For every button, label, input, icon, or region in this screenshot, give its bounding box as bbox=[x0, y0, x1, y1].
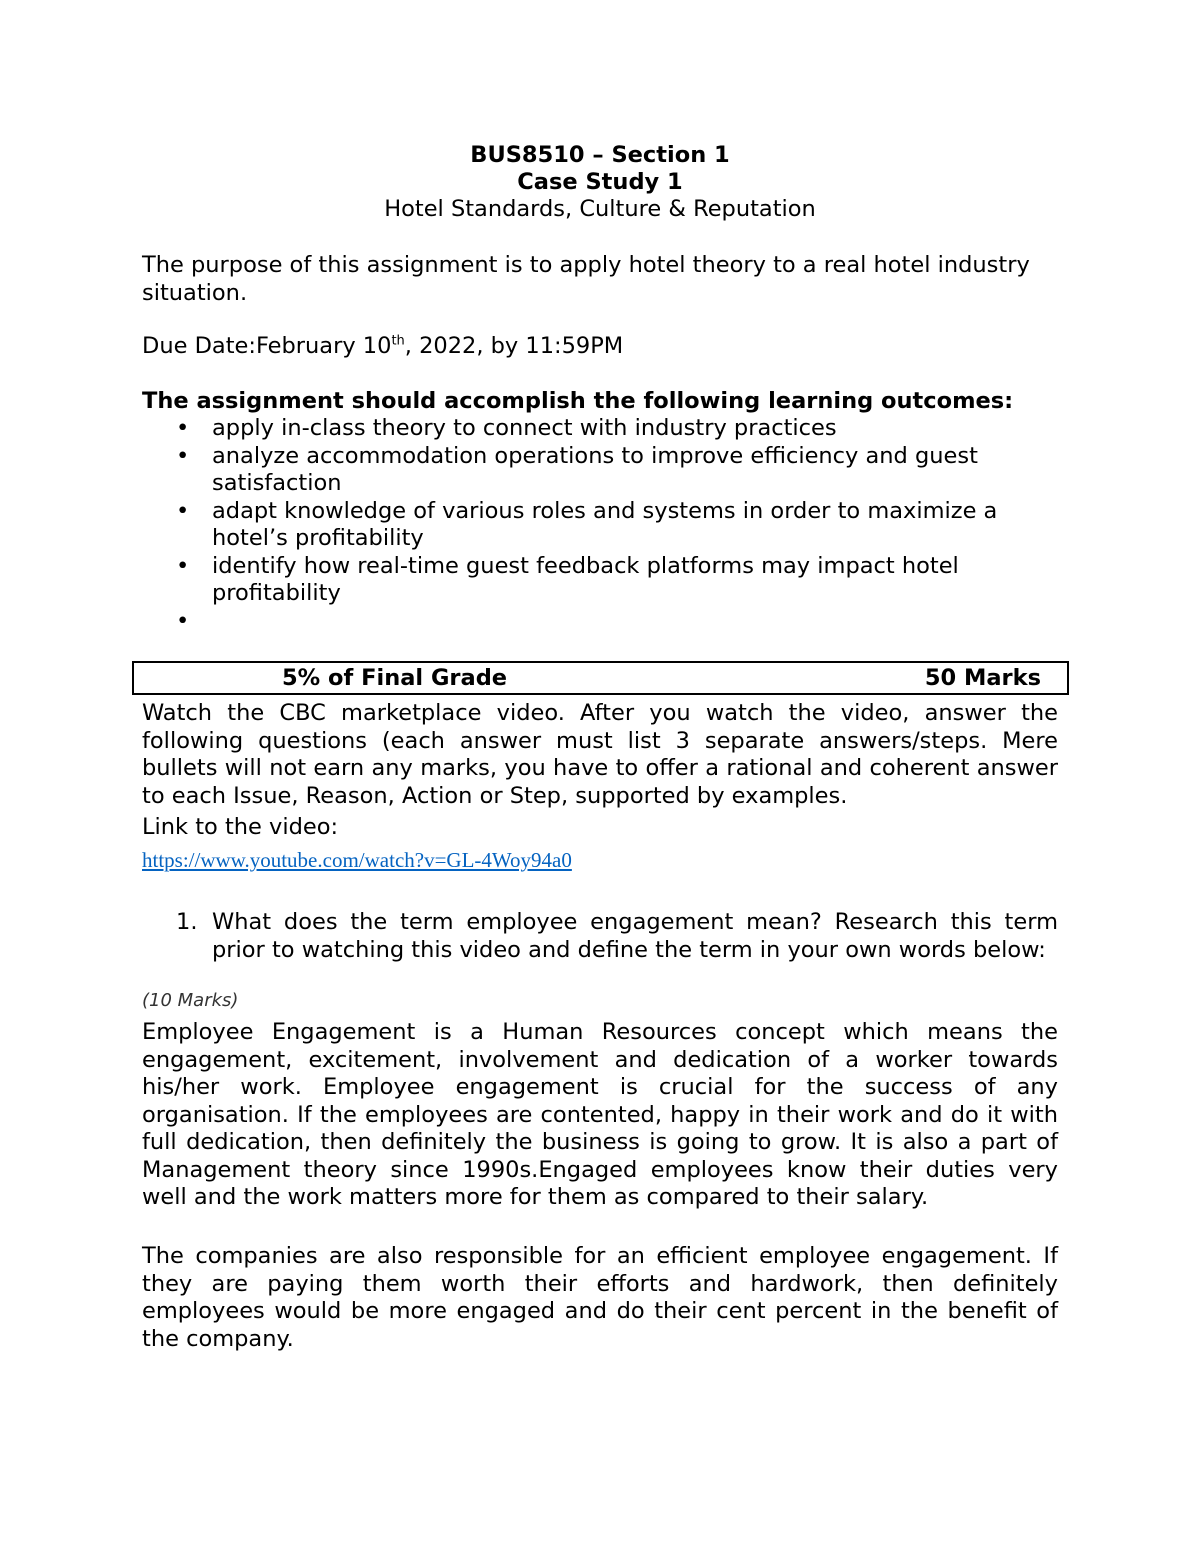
question-text: What does the term employee engagement mean? Research this term prior to watching this video and define the term in your own words below: bbox=[212, 909, 1058, 963]
question-number: 1. bbox=[176, 909, 198, 935]
instructions-paragraph: Watch the CBC marketplace video. After you watch the video, answer the following questions (each answer must list 3 separate answers/steps. Mere bullets will not earn any marks, you have to offer a rational and coherent answer to each Issue, Reason, Action or Step, supported by examples. bbox=[142, 700, 1058, 809]
purpose-paragraph: The purpose of this assignment is to apply hotel theory to a real hotel industry situation. bbox=[142, 252, 1030, 306]
list-item bbox=[142, 553, 1058, 608]
grade-marks: 50 Marks bbox=[924, 665, 1041, 691]
question-marks: (10 Marks) bbox=[142, 990, 239, 1011]
questions-list bbox=[142, 909, 1058, 964]
list-item bbox=[142, 608, 1058, 636]
case-subtitle: Hotel Standards, Culture & Reputation bbox=[384, 196, 816, 222]
due-label: Due Date: bbox=[142, 333, 256, 359]
bullet-icon: • bbox=[176, 415, 190, 441]
list-item bbox=[142, 415, 1058, 443]
bullet-icon: • bbox=[176, 497, 190, 524]
bullet-icon: • bbox=[176, 552, 190, 579]
outcome-text bbox=[212, 608, 219, 634]
due-date-suffix: th bbox=[391, 333, 405, 349]
grade-weight: 5% of Final Grade bbox=[282, 665, 508, 691]
outcome-text: analyze accommodation operations to improve efficiency and guest satisfaction bbox=[212, 442, 978, 496]
bullet-icon: • bbox=[176, 442, 190, 469]
answer-paragraph-1: Employee Engagement is a Human Resources concept which means the engagement, excitement, involvement and dedication of a worker towards his/her work. Employee engagement is crucial for the success of any organisation. If the employees are contented, happy in their work and do it with full dedication, then definitely the business is going to grow. It is also a part of Management theory since 1990s.Engaged employees know their duties very well and the work matters more for them as compared to their salary. bbox=[142, 1019, 1058, 1210]
due-date-rest: , 2022, by 11:59PM bbox=[404, 333, 624, 359]
video-link[interactable]: https://www.youtube.com/watch?v=GL-4Woy94a0 bbox=[142, 848, 572, 872]
outcome-text: apply in-class theory to connect with industry practices bbox=[212, 415, 837, 441]
outcomes-heading: The assignment should accomplish the following learning outcomes: bbox=[142, 388, 1014, 414]
outcome-text: identify how real-time guest feedback platforms may impact hotel profitability bbox=[212, 552, 959, 606]
list-item bbox=[142, 443, 1058, 498]
question-item bbox=[142, 909, 1058, 964]
course-title: BUS8510 – Section 1 bbox=[470, 142, 730, 168]
due-date bbox=[142, 333, 1058, 361]
case-title: Case Study 1 bbox=[517, 169, 683, 195]
outcomes-list bbox=[142, 415, 1058, 635]
answer-paragraph-2: The companies are also responsible for an efficient employee engagement. If they are paying them worth their efforts and hardwork, then definitely employees would be more engaged and do their cent percent in the benefit of the company. bbox=[142, 1243, 1058, 1352]
list-item bbox=[142, 498, 1058, 553]
bullet-icon: • bbox=[176, 607, 190, 634]
outcome-text: adapt knowledge of various roles and systems in order to maximize a hotel’s profitability bbox=[212, 497, 998, 551]
grade-box bbox=[132, 661, 1069, 695]
due-date-main: February 10 bbox=[255, 333, 392, 359]
video-link-label: Link to the video: bbox=[142, 814, 339, 840]
